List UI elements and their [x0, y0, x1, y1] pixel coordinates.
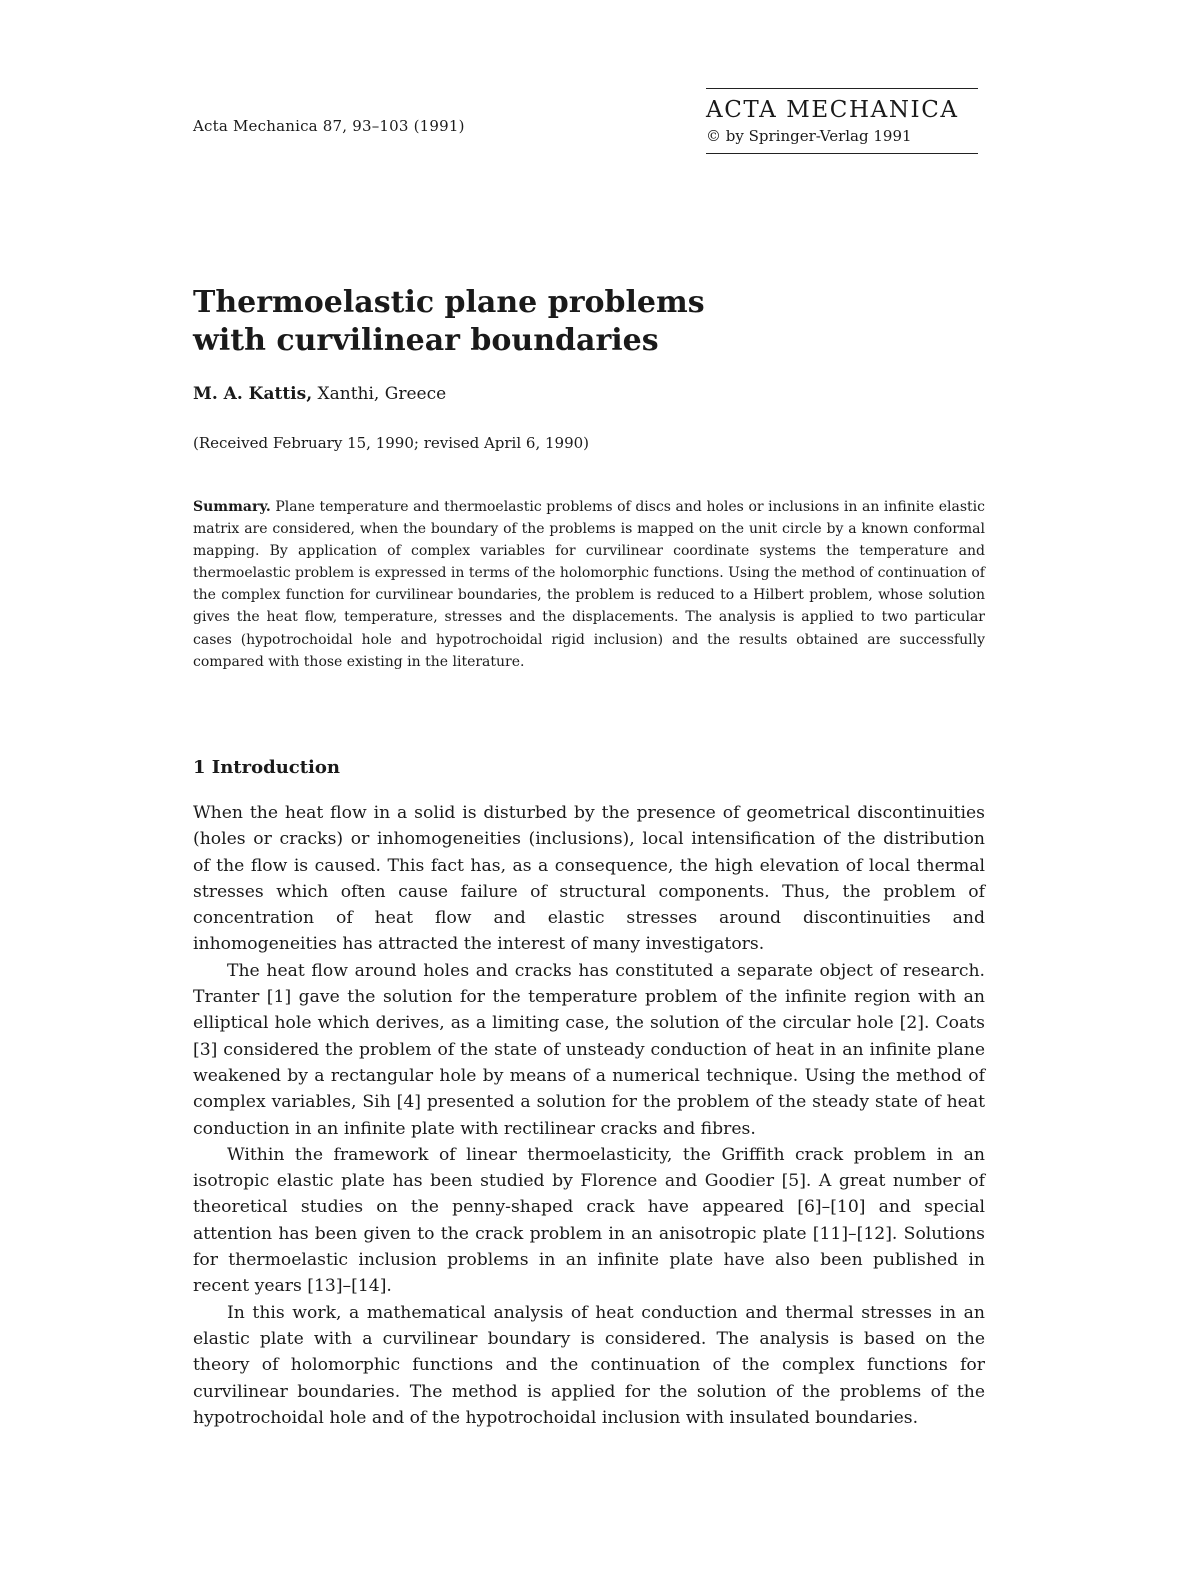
journal-reference: Acta Mechanica 87, 93–103 (1991): [193, 117, 465, 135]
intro-paragraph-1: When the heat flow in a solid is disturbed by the presence of geometrical discontinuities (holes or cracks) or inhomogeneities (inclusions), local intensification of the distribution of the flow is caused. This fact has, as a consequence, the high elevation of local thermal stresses which often cause failure of structural components. Thus, the problem of concentration of heat flow and elastic stresses around discontinuities and inhomogeneities has attracted the interest of many investigators.: [193, 803, 985, 955]
author-name: M. A. Kattis,: [193, 384, 313, 404]
masthead-copyright: © by Springer-Verlag 1991: [706, 127, 912, 145]
summary-abstract: [193, 496, 985, 673]
summary-label: Summary.: [193, 499, 271, 515]
article-title-line-2: with curvilinear boundaries: [193, 323, 659, 358]
article-title: [193, 284, 893, 360]
intro-paragraph-4: In this work, a mathematical analysis of heat conduction and thermal stresses in an elastic plate with a curvilinear boundary is considered. The analysis is based on the theory of holomorphic functions and the continuation of the complex functions for curvilinear boundaries. The method is applied for the solution of the problems of the hypotrochoidal hole and of the hypotrochoidal inclusion with insulated boundaries.: [193, 1302, 985, 1428]
received-dates: (Received February 15, 1990; revised April 6, 1990): [193, 434, 590, 452]
summary-text: Plane temperature and thermoelastic problems of discs and holes or inclusions in an infinite elastic matrix are considered, when the boundary of the problems is mapped on the unit circle by a known conformal mapping. By application of complex variables for curvilinear coordinate systems the temperature and thermoelastic problem is expressed in terms of the holomorphic functions. Using the method of continuation of the complex function for curvilinear boundaries, the problem is reduced to a Hilbert problem, whose solution gives the heat flow, temperature, stresses and the displacements. The analysis is applied to two particular cases (hypotrochoidal hole and hypotrochoidal rigid inclusion) and the results obtained are successfully compared with those existing in the literature.: [193, 499, 985, 670]
intro-paragraph-3: Within the framework of linear thermoelasticity, the Griffith crack problem in an isotropic elastic plate has been studied by Florence and Goodier [5]. A great number of theoretical studies on the penny-shaped crack have appeared [6]–[10] and special attention has been given to the crack problem in an anisotropic plate [11]–[12]. Solutions for thermoelastic inclusion problems in an infinite plate have also been published in recent years [13]–[14].: [193, 1144, 985, 1297]
intro-paragraph-2: The heat flow around holes and cracks has constituted a separate object of research. Tranter [1] gave the solution for the temperature problem of the infinite region with an elliptical hole which derives, as a limiting case, the solution of the circular hole [2]. Coats [3] considered the problem of the state of unsteady conduction of heat in an infinite plane weakened by a rectangular hole by means of a numerical technique. Using the method of complex variables, Sih [4] presented a solution for the problem of the steady state of heat conduction in an infinite plate with rectilinear cracks and fibres.: [193, 960, 985, 1139]
journal-masthead: [706, 88, 978, 154]
section-heading-introduction: 1 Introduction: [193, 757, 340, 778]
masthead-journal-name: ACTA MECHANICA: [706, 97, 959, 123]
author-line: [193, 384, 446, 404]
introduction-body: [193, 800, 985, 1431]
author-location: Xanthi, Greece: [317, 384, 447, 404]
article-title-line-1: Thermoelastic plane problems: [193, 285, 705, 320]
